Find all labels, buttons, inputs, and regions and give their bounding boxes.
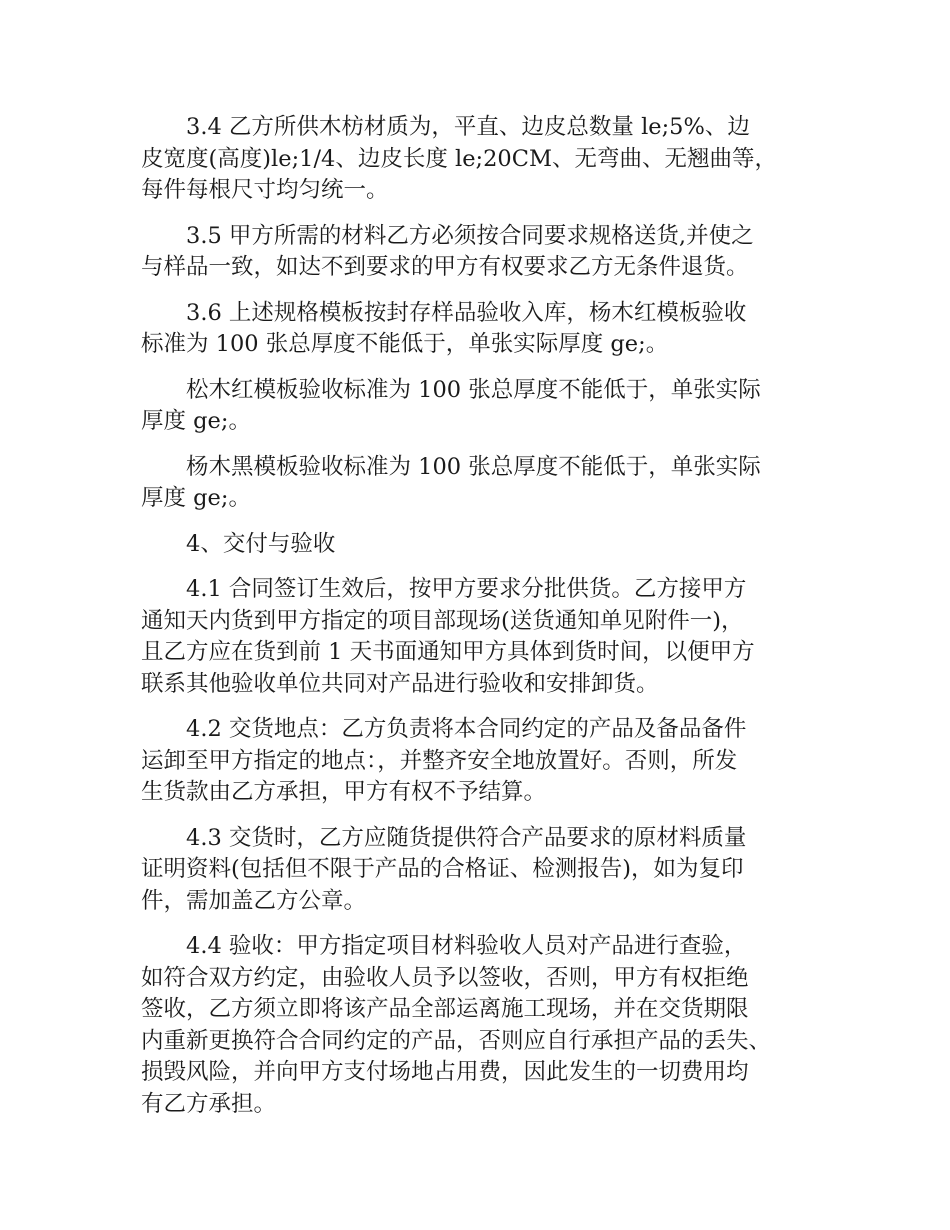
paragraph-3-4 (141, 112, 831, 207)
text-line: 4.4 验收：甲方指定项目材料验收人员对产品进行查验， (186, 933, 747, 959)
paragraph-poplar-black-template (141, 452, 831, 515)
text-line: 松木红模板验收标准为 100 张总厚度不能低于，单张实际 (186, 376, 761, 403)
text-line: 与样品一致，如达不到要求的甲方有权要求乙方无条件退货。 (141, 254, 749, 280)
paragraph-4-1 (141, 574, 831, 700)
text-line: 厚度 ge;。 (141, 485, 251, 511)
text-line: 通知天内货到甲方指定的项目部现场(送货通知单见附件一)， (141, 607, 744, 634)
text-line: 3.5 甲方所需的材料乙方必须按合同要求规格送货,并使之 (186, 222, 754, 249)
text-line: 4.2 交货地点：乙方负责将本合同约定的产品及备品备件 (186, 716, 747, 742)
text-line: 运卸至甲方指定的地点：，并整齐安全地放置好。否则，所发 (141, 747, 738, 774)
text-line: 厚度 ge;。 (141, 408, 251, 434)
text-line: 3.4 乙方所供木枋材质为，平直、边皮总数量 le;5%、边 (186, 114, 750, 140)
text-line: 证明资料(包括但不限于产品的合格证、检测报告)，如为复印 (141, 856, 744, 882)
text-line: 皮宽度(高度)le;1/4、边皮长度 le;20CM、无弯曲、无翘曲等， (141, 145, 777, 172)
paragraph-4-4 (141, 931, 831, 1120)
text-line: 生货款由乙方承担，甲方有权不予结算。 (141, 779, 547, 805)
text-line: 4.3 交货时，乙方应随货提供符合产品要求的原材料质量 (186, 824, 747, 851)
paragraph-4-2 (141, 714, 831, 809)
section-heading-4 (141, 529, 831, 561)
paragraph-3-5 (141, 221, 831, 284)
text-line: 如符合双方约定，由验收人员予以签收，否则，甲方有权拒绝 (141, 964, 749, 991)
text-line: 每件每根尺寸均匀统一。 (141, 177, 389, 203)
text-line: 4.1 合同签订生效后，按甲方要求分批供货。乙方接甲方 (186, 576, 747, 602)
text-line: 内重新更换符合合同约定的产品，否则应自行承担产品的丢失、 (141, 1027, 772, 1054)
text-line: 件，需加盖乙方公章。 (141, 887, 367, 914)
paragraph-3-6 (141, 298, 831, 361)
paragraph-4-3 (141, 823, 831, 918)
text-line: 且乙方应在货到前 1 天书面通知甲方具体到货时间，以便甲方 (141, 639, 755, 665)
text-line: 联系其他验收单位共同对产品进行验收和安排卸货。 (141, 670, 659, 697)
text-line: 有乙方承担。 (141, 1090, 277, 1117)
text-line: 标准为 100 张总厚度不能低于，单张实际厚度 ge;。 (141, 331, 669, 357)
text-line: 损毁风险，并向甲方支付场地占用费，因此发生的一切费用均 (141, 1059, 749, 1085)
document-body (141, 112, 831, 1134)
text-line: 签收，乙方须立即将该产品全部运离施工现场，并在交货期限 (141, 996, 749, 1022)
section-heading-text: 4、交付与验收 (186, 530, 336, 557)
text-line: 3.6 上述规格模板按封存样品验收入库，杨木红模板验收 (186, 299, 747, 326)
text-line: 杨木黑模板验收标准为 100 张总厚度不能低于，单张实际 (186, 453, 761, 480)
paragraph-pine-red-template (141, 375, 831, 438)
